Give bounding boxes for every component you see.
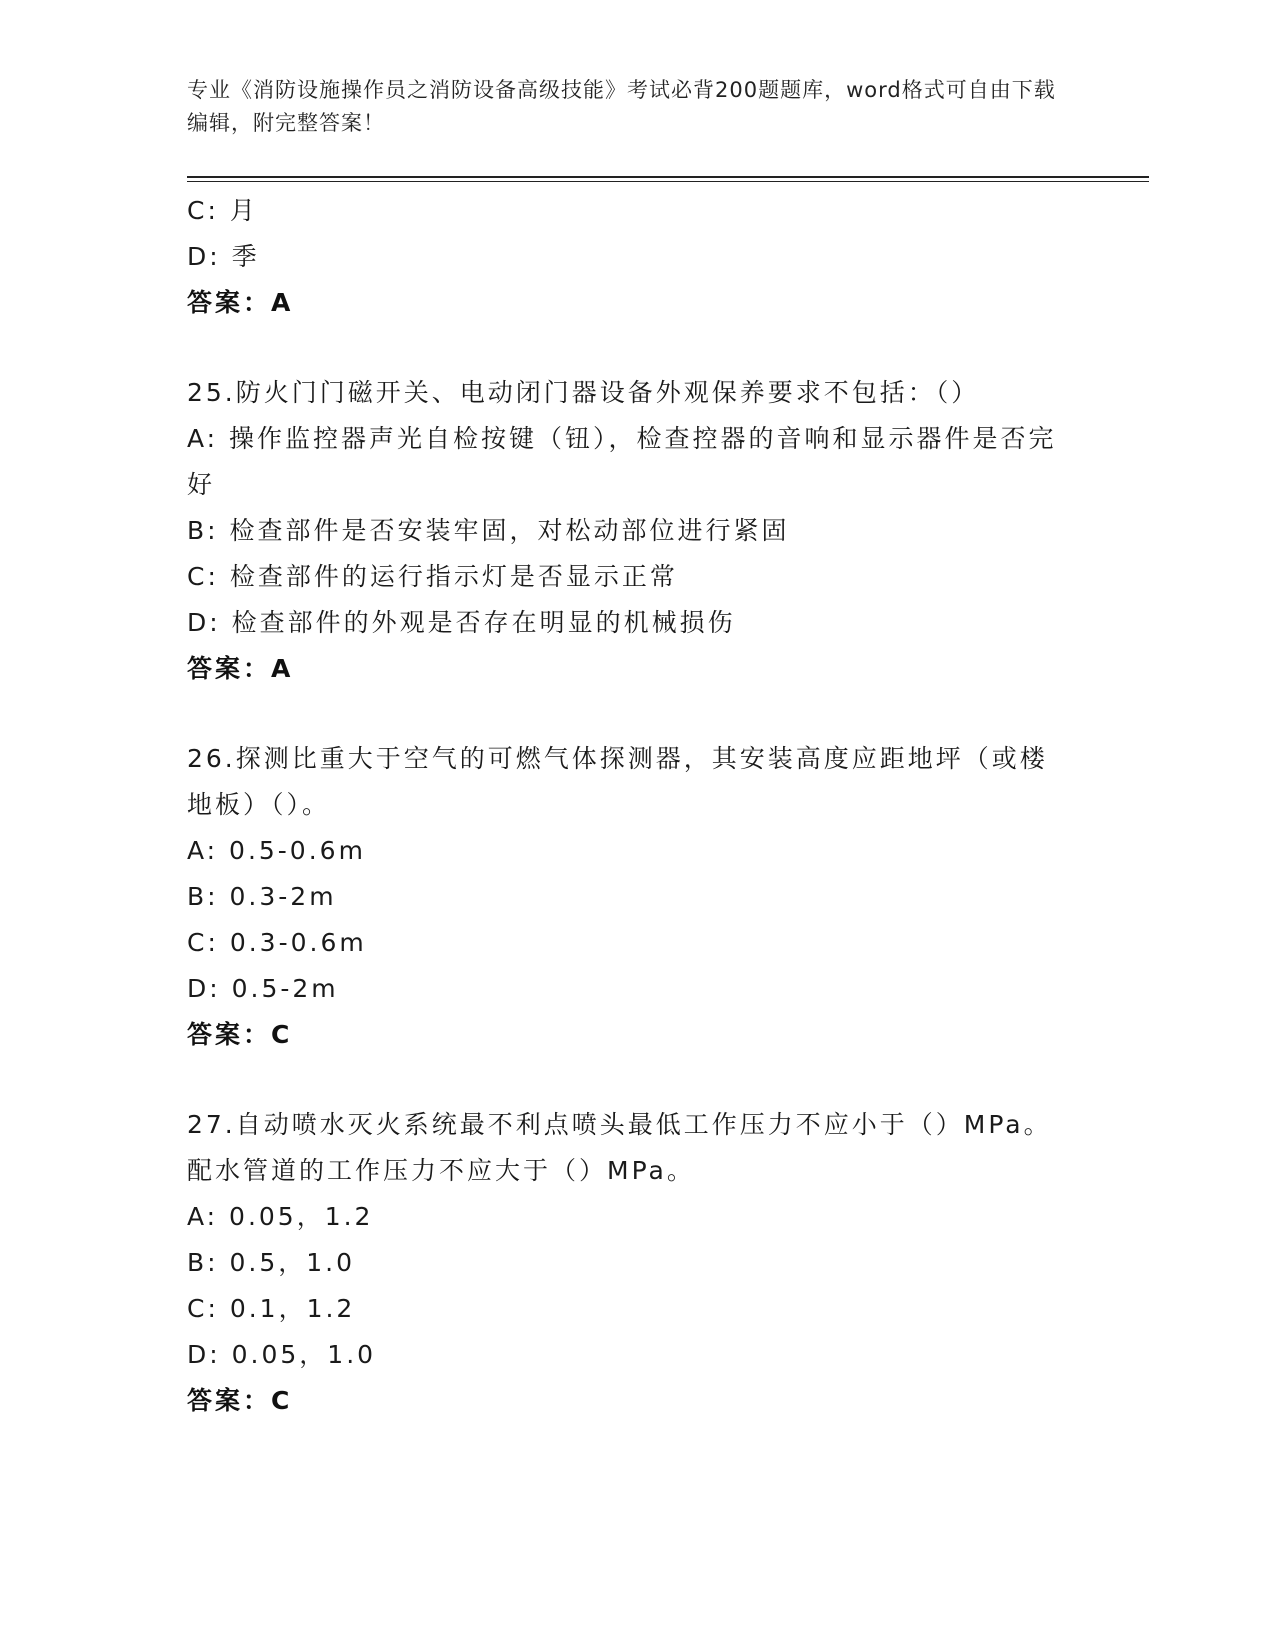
question-stem: 26.探测比重大于空气的可燃气体探测器，其安装高度应距地坪（或楼地板）（）。: [187, 744, 1048, 819]
option-b: B: 0.5，1.0: [187, 1248, 356, 1277]
answer-line: 答案：A: [187, 654, 294, 683]
answer-line: 答案：C: [187, 1386, 293, 1415]
question-stem: 27.自动喷水灭火系统最不利点喷头最低工作压力不应小于（）MPa。配水管道的工作压力不应大于（）MPa。: [187, 1110, 1052, 1185]
question-27: [187, 1102, 1087, 1424]
answer-line: 答案：A: [187, 288, 294, 317]
option-c: C: 检查部件的运行指示灯是否显示正常: [187, 562, 678, 591]
option-c: C: 0.3-0.6m: [187, 928, 367, 957]
page-header: 专业《消防设施操作员之消防设备高级技能》考试必背200题题库，word格式可自由下载编辑，附完整答案！: [187, 78, 1056, 135]
option-c: C: 月: [187, 196, 258, 225]
option-d: D: 检查部件的外观是否存在明显的机械损伤: [187, 608, 736, 637]
header-divider: [187, 176, 1149, 178]
option-a: A: 0.5-0.6m: [187, 836, 366, 865]
option-a: A: 0.05，1.2: [187, 1202, 374, 1231]
answer-line: 答案：C: [187, 1020, 293, 1049]
option-c: C: 0.1，1.2: [187, 1294, 356, 1323]
option-d: D: 季: [187, 242, 260, 271]
option-d: D: 0.5-2m: [187, 974, 339, 1003]
option-b: B: 0.3-2m: [187, 882, 337, 911]
carryover-question: [187, 188, 1087, 326]
question-26: [187, 736, 1087, 1058]
question-25: [187, 370, 1087, 692]
option-d: D: 0.05，1.0: [187, 1340, 377, 1369]
option-b: B: 检查部件是否安装牢固，对松动部位进行紧固: [187, 516, 790, 545]
option-a: A: 操作监控器声光自检按键（钮），检查控器的音响和显示器件是否完好: [187, 424, 1057, 499]
document-body: [187, 188, 1087, 1424]
header-divider-thin: [187, 181, 1149, 182]
question-stem: 25.防火门门磁开关、电动闭门器设备外观保养要求不包括：（）: [187, 378, 980, 407]
